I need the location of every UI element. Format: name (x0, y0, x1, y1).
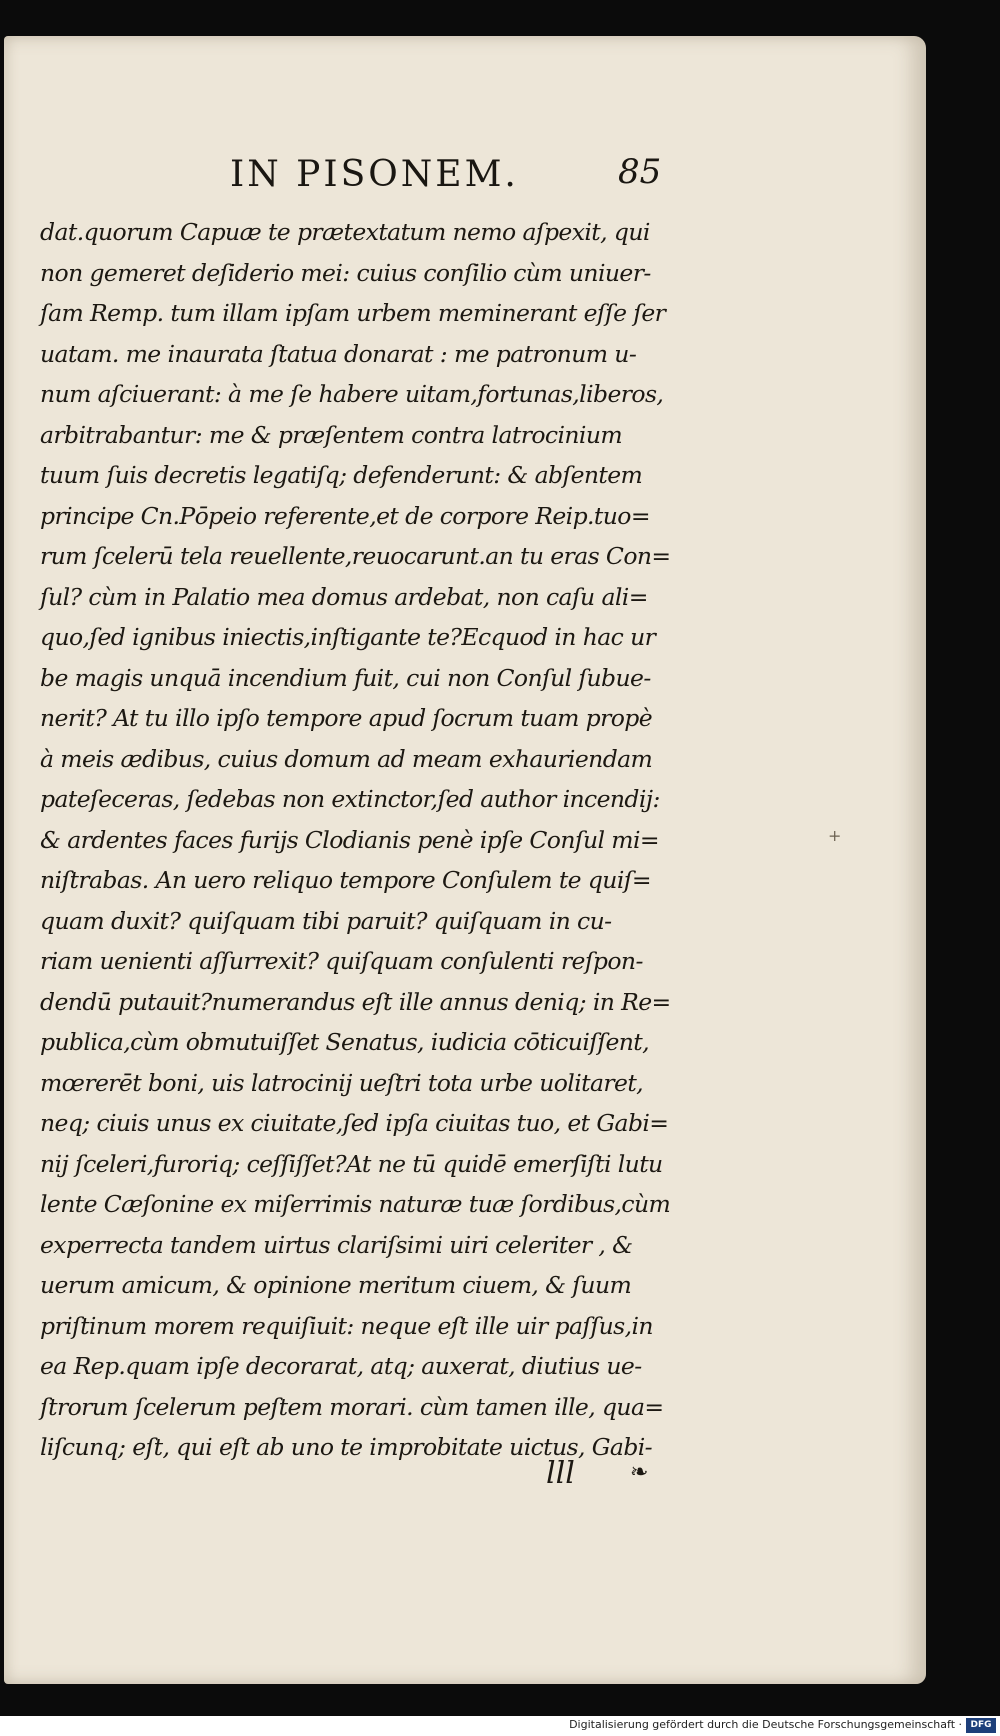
funding-credit: Digitalisierung gefördert durch die Deutsche Forschungsgemeinschaft · (569, 1718, 962, 1731)
text-line: dat.quorum Capuæ te prætextatum nemo aſpexit, qui (40, 218, 650, 246)
page-number: 85 (618, 152, 662, 192)
catchword: lll (546, 1456, 575, 1491)
text-line: ſul? cùm in Palatio mea domus ardebat, non caſu ali= (40, 582, 648, 611)
text-line: à meis ædibus, cuius domum ad meam exhauriendam (40, 744, 653, 773)
text-line: arbitrabantur: me & præſentem contra latrocinium (40, 420, 623, 449)
text-line: nerit? At tu illo ipſo tempore apud ſocrum tuam propè (40, 704, 653, 732)
text-line: num aſciuerant: à me ſe habere uitam,fortunas,liberos, (40, 380, 664, 408)
text-line: lente Cæſonine ex miſerrimis naturæ tuæ ſordibus,cùm (40, 1190, 671, 1218)
text-line: niſtrabas. An uero reliquo tempore Conſulem te quiſ= (40, 866, 651, 894)
text-line: pateſeceras, ſedebas non extinctor,ſed author incendij: (40, 785, 660, 813)
text-block (40, 212, 680, 1468)
text-line: publica,cùm obmutuiſſet Senatus, iudicia cōticuiſſent, (40, 1028, 649, 1056)
text-line: nij ſceleri,furoriq; ceſſiſſet?At ne tū quidē emerſiſti lutu (40, 1149, 663, 1178)
text-line: be magis unquā incendium fuit, cui non Conſul ſubue- (40, 663, 651, 692)
text-line: uerum amicum, & opinione meritum ciuem, & ſuum (40, 1271, 632, 1299)
text-line: ea Rep.quam ipſe decorarat, atq; auxerat, diutius ue- (40, 1352, 642, 1380)
text-line: neq; ciuis unus ex ciuitate,ſed ipſa ciuitas tuo, et Gabi= (40, 1109, 669, 1137)
text-line: non gemeret deſiderio mei: cuius conſilio cùm uniuer- (40, 258, 651, 287)
text-line: & ardentes faces furijs Clodianis penè ipſe Conſul mi= (40, 825, 659, 854)
text-line: uatam. me inaurata ſtatua donarat : me patronum u- (40, 339, 637, 368)
leaf-ornament-icon: ❧ (630, 1460, 649, 1485)
book-page (4, 36, 926, 1684)
running-head: IN PISONEM. (230, 154, 519, 195)
text-line: tuum ſuis decretis legatiſq; defenderunt: & abſentem (40, 461, 643, 489)
text-line: quam duxit? quiſquam tibi paruit? quiſquam in cu- (40, 906, 612, 935)
text-line: dendū putauit?numerandus eſt ille annus deniq; in Re= (40, 987, 671, 1016)
credit-bar (0, 1716, 1000, 1736)
text-line: liſcunq; eſt, qui eſt ab uno te improbitate uictus, Gabi- (40, 1433, 653, 1461)
paper-speck-icon: + (828, 826, 842, 845)
dfg-logo: DFG (966, 1718, 996, 1733)
text-line: riam uenienti aſſurrexit? quiſquam conſulenti reſpon- (40, 947, 643, 975)
text-line: ſam Remp. tum illam ipſam urbem meminerant eſſe ſer (40, 299, 666, 327)
text-line: quo,ſed ignibus iniectis,inſtigante te?Ecquod in hac ur (40, 623, 656, 651)
text-line: mœrerēt boni, uis latrocinij ueſtri tota urbe uolitaret, (40, 1068, 644, 1097)
text-line: priſtinum morem requiſiuit: neque eſt ille uir paſſus,in (40, 1311, 653, 1340)
text-line: rum ſcelerū tela reuellente,reuocarunt.an tu eras Con= (40, 542, 671, 570)
text-line: principe Cn.Pōpeio referente,et de corpore Reip.tuo= (40, 501, 650, 530)
text-line: ſtrorum ſcelerum peſtem morari. cùm tamen ille, qua= (40, 1392, 664, 1421)
text-line: experrecta tandem uirtus clariſsimi uiri celeriter , & (40, 1230, 633, 1259)
